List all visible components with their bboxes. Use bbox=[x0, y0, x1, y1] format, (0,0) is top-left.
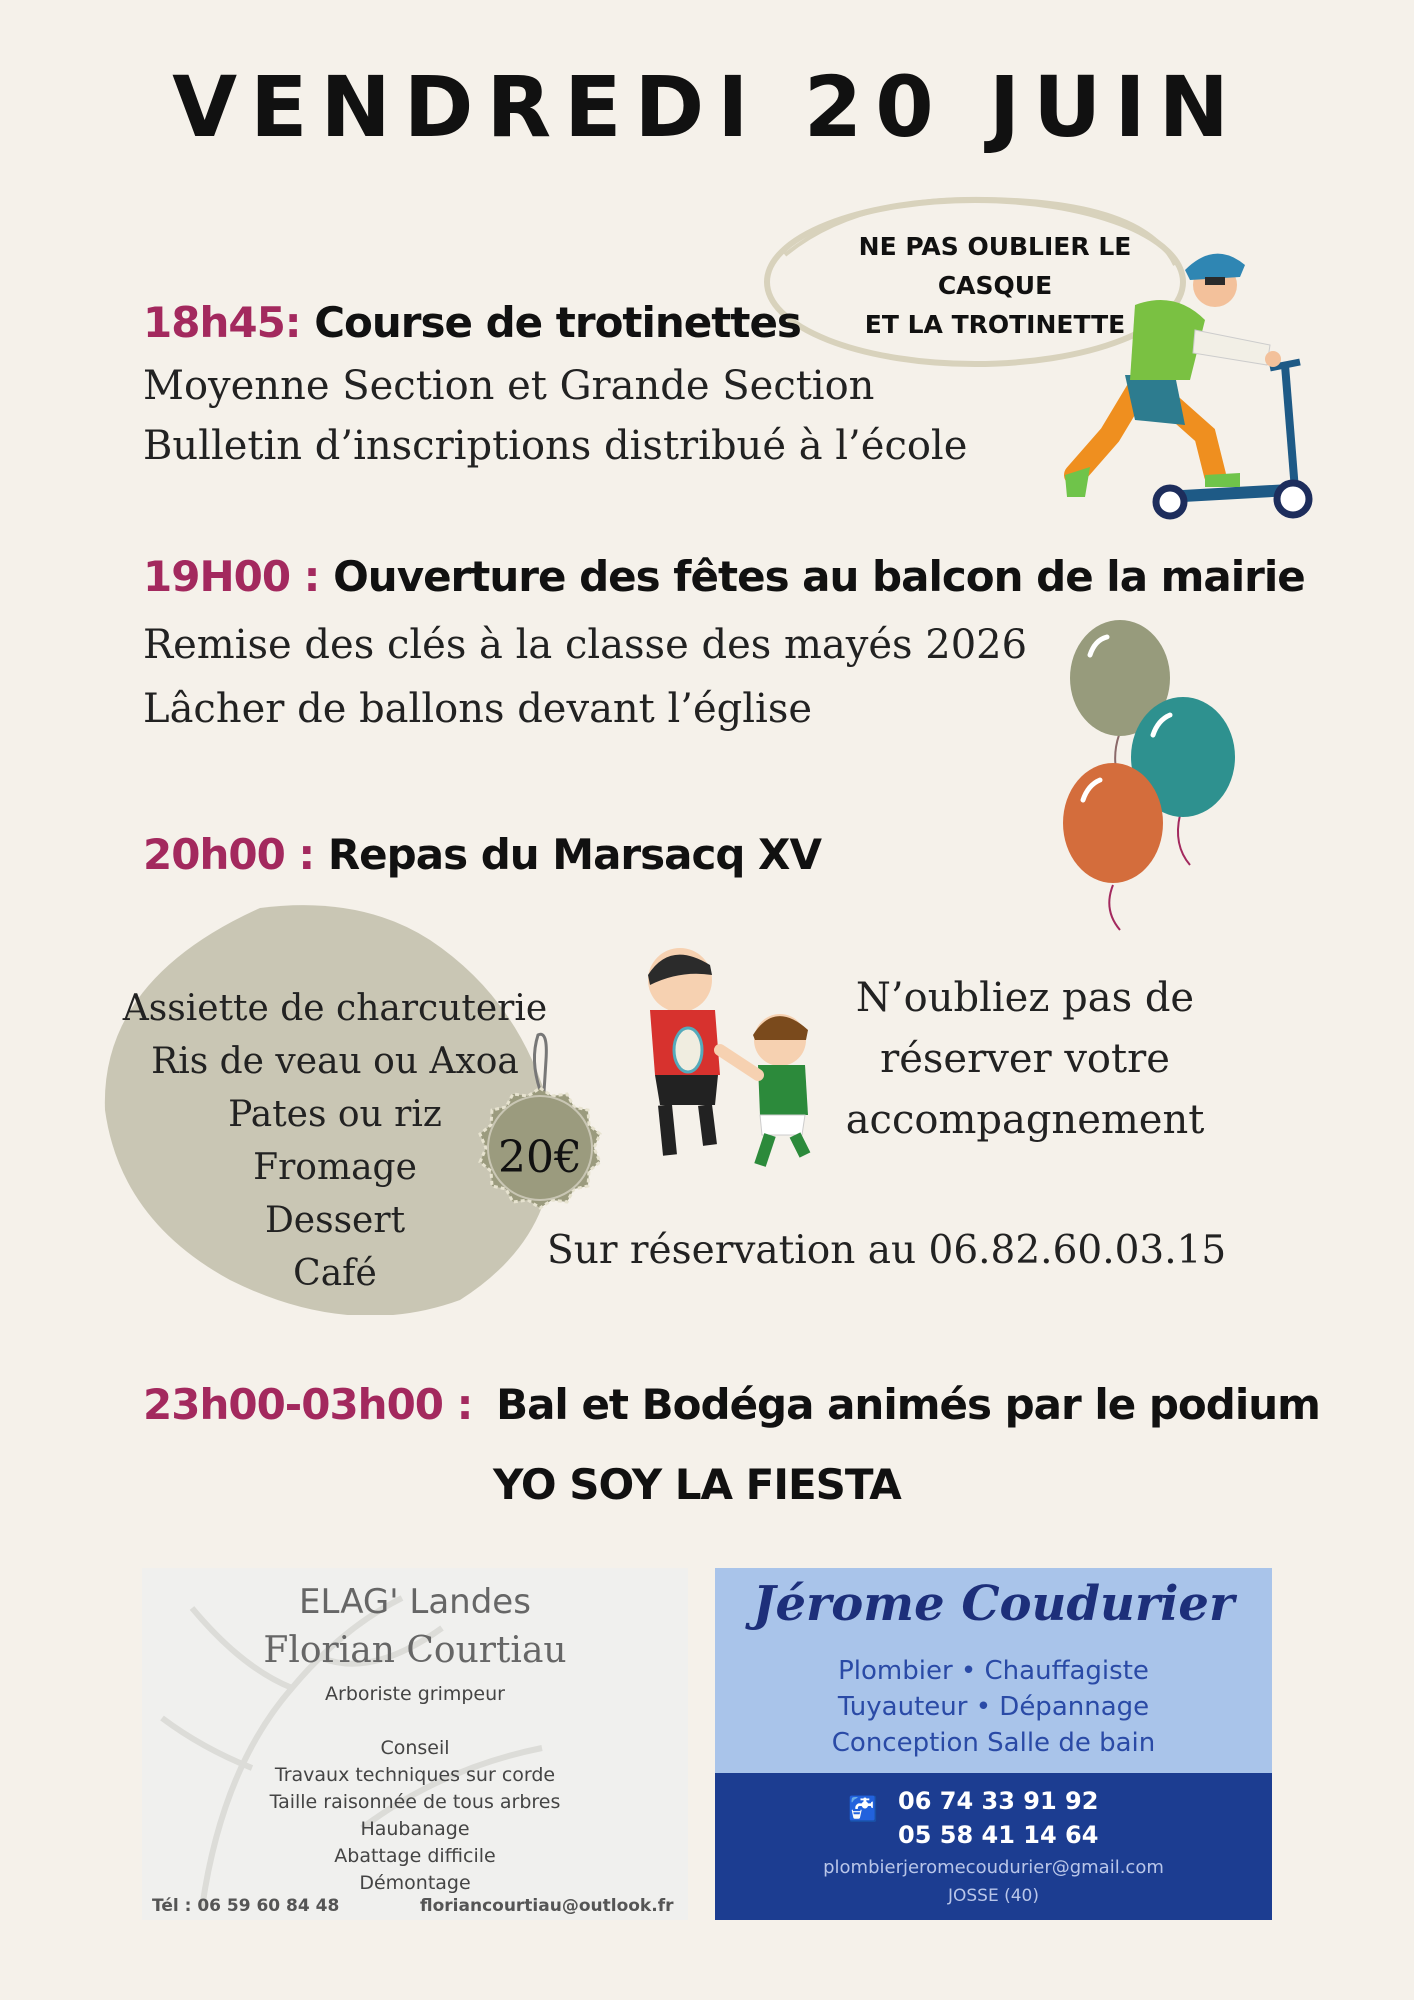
jerome-service: Tuyauteur • Dépannage bbox=[837, 1692, 1150, 1722]
reminder-line-3: accompagnement bbox=[845, 1097, 1205, 1143]
price-label: 20€ bbox=[498, 1132, 582, 1183]
event-4-title-2: YO SOY LA FIESTA bbox=[493, 1460, 901, 1509]
elag-role: Arboriste grimpeur bbox=[325, 1683, 505, 1705]
jerome-phones bbox=[898, 1784, 1098, 1852]
callout-line-1: NE PAS OUBLIER LE bbox=[858, 232, 1132, 261]
elag-service: Travaux techniques sur corde bbox=[274, 1764, 556, 1786]
event-3-heading bbox=[143, 830, 821, 879]
menu-item: Dessert bbox=[264, 1200, 406, 1241]
jerome-service: Conception Salle de bain bbox=[831, 1728, 1156, 1758]
jerome-phone-1: 06 74 33 91 92 bbox=[898, 1787, 1099, 1815]
sponsor-card-jerome bbox=[715, 1568, 1272, 1920]
jerome-town: JOSSE (40) bbox=[947, 1886, 1040, 1906]
event-2-line-2: Lâcher de ballons devant l’église bbox=[143, 686, 813, 732]
jerome-name: Jérome Coudurier bbox=[752, 1576, 1235, 1632]
faucet-icon: 🚰 bbox=[848, 1795, 878, 1823]
menu-item: Café bbox=[293, 1253, 377, 1294]
sponsor-card-elag bbox=[142, 1568, 688, 1920]
jerome-services bbox=[715, 1653, 1272, 1761]
elag-service: Démontage bbox=[359, 1872, 471, 1894]
event-2-heading bbox=[143, 552, 1305, 601]
event-3-title: Repas du Marsacq XV bbox=[327, 830, 821, 879]
elag-service: Haubanage bbox=[360, 1818, 470, 1840]
event-2-title: Ouverture des fêtes au balcon de la mairie bbox=[333, 552, 1305, 601]
callout-line-3: ET LA TROTINETTE bbox=[864, 310, 1126, 339]
elag-phone: Tél : 06 59 60 84 48 bbox=[152, 1896, 340, 1916]
elag-email: floriancourtiau@outlook.fr bbox=[420, 1896, 674, 1916]
event-1-line-2: Bulletin d’inscriptions distribué à l’école bbox=[143, 423, 968, 469]
reminder-line-2: réserver votre bbox=[880, 1036, 1170, 1082]
jerome-phone-2: 05 58 41 14 64 bbox=[898, 1821, 1099, 1849]
event-1-heading bbox=[143, 298, 801, 347]
menu-item: Pates ou riz bbox=[228, 1094, 442, 1135]
event-2-time: 19H00 : bbox=[143, 552, 320, 601]
event-1-title: Course de trotinettes bbox=[314, 298, 801, 347]
event-2-line-1: Remise des clés à la classe des mayés 2026 bbox=[143, 622, 1028, 668]
elag-name: Florian Courtiau bbox=[263, 1630, 567, 1671]
event-4-heading bbox=[143, 1380, 1320, 1429]
scooter-kid-illustration bbox=[1055, 235, 1315, 525]
elag-service: Abattage difficile bbox=[334, 1845, 496, 1867]
menu-item: Ris de veau ou Axoa bbox=[151, 1041, 519, 1082]
elag-services bbox=[142, 1735, 688, 1897]
event-3-time: 20h00 : bbox=[143, 830, 315, 879]
elag-service: Conseil bbox=[380, 1737, 450, 1759]
callout-line-2: CASQUE bbox=[937, 271, 1053, 300]
menu-item: Assiette de charcuterie bbox=[122, 988, 548, 1029]
page-title: VENDREDI 20 JUIN bbox=[172, 58, 1242, 156]
event-4-time: 23h00-03h00 : bbox=[143, 1380, 473, 1429]
menu-item: Fromage bbox=[253, 1147, 417, 1188]
event-4-title: Bal et Bodéga animés par le podium bbox=[496, 1380, 1320, 1429]
reminder-line-1: N’oubliez pas de bbox=[855, 975, 1195, 1021]
elag-company: ELAG' Landes bbox=[299, 1582, 531, 1622]
reminder-text bbox=[830, 968, 1220, 1151]
jerome-service: Plombier • Chauffagiste bbox=[838, 1656, 1149, 1686]
balloons-illustration bbox=[1055, 615, 1250, 935]
event-1-time: 18h45: bbox=[143, 298, 301, 347]
rugby-players-illustration bbox=[610, 940, 830, 1170]
jerome-email: plombierjeromecoudurier@gmail.com bbox=[823, 1857, 1164, 1878]
elag-service: Taille raisonnée de tous arbres bbox=[269, 1791, 561, 1813]
event-1-line-1: Moyenne Section et Grande Section bbox=[143, 363, 875, 409]
reservation-text: Sur réservation au 06.82.60.03.15 bbox=[547, 1228, 1227, 1273]
